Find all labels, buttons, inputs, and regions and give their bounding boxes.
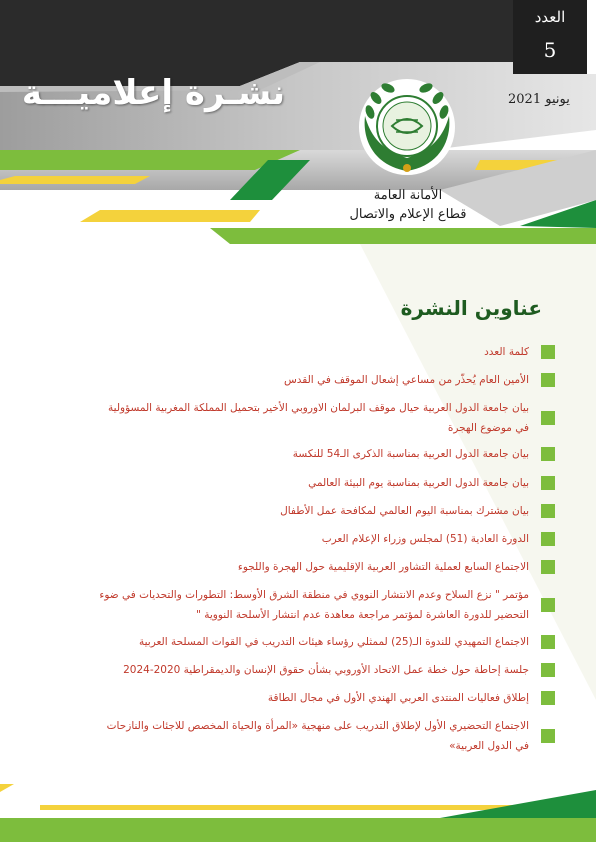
green-stripe-left — [0, 150, 300, 170]
square-bullet-icon — [541, 532, 555, 546]
yellow-stripe-left — [0, 176, 150, 184]
square-bullet-icon — [541, 729, 555, 743]
issue-date: يونيو 2021 — [508, 92, 570, 107]
organization-sector: قطاع الإعلام والاتصال — [349, 207, 467, 222]
square-bullet-icon — [541, 447, 555, 461]
issue-box — [513, 0, 587, 74]
square-bullet-icon — [541, 663, 555, 677]
arab-league-emblem-icon — [356, 76, 458, 178]
issue-number: 5 — [543, 38, 557, 62]
square-bullet-icon — [541, 476, 555, 490]
square-bullet-icon — [541, 691, 555, 705]
bottom-darkgreen-triangle — [440, 790, 596, 818]
square-bullet-icon — [541, 373, 555, 387]
toc-item-title: الاجتماع السابع لعملية التشاور العربية الإقليمية حول الهجرة واللجوء — [237, 561, 529, 573]
bottom-yellow-stripe — [0, 784, 14, 792]
toc-item-title: الاجتماع التمهيدي للندوة الـ(25) لممثلي رؤساء هيئات التدريب في القوات المسلحة العربية — [138, 636, 529, 648]
green-stripe-mid — [210, 228, 596, 244]
toc-item-title: جلسة إحاطة حول خطة عمل الاتحاد الأوروبي بشأن حقوق الإنسان والديمقراطية 2020-2024 — [123, 664, 529, 676]
square-bullet-icon — [541, 598, 555, 612]
toc-item-title: بيان جامعة الدول العربية بمناسبة يوم البيئة العالمي — [308, 477, 529, 489]
yellow-stripe-mid — [80, 210, 260, 222]
toc-item-title: بيان مشترك بمناسبة اليوم العالمي لمكافحة عمل الأطفال — [280, 505, 529, 517]
toc-item-title: مؤتمر " نزع السلاح وعدم الانتشار النووي في منطقة الشرق الأوسط: التطورات والتحديات في ضوء التحضير للدورة العاشرة لمؤتمر مراجعة معاهدة عدم انتشار الأسلحة النووية " — [99, 589, 529, 621]
square-bullet-icon — [541, 504, 555, 518]
toc-heading: عناوين النشرة — [400, 296, 542, 320]
toc-item-title: الدورة العادية (51) لمجلس وزراء الإعلام العرب — [321, 533, 529, 545]
square-bullet-icon — [541, 560, 555, 574]
toc-item-title: الأمين العام يُحذّر من مساعي إشعال الموقف في القدس — [283, 374, 529, 386]
square-bullet-icon — [541, 635, 555, 649]
bottom-green-bar — [0, 818, 596, 842]
toc-item-title: بيان جامعة الدول العربية حيال موقف البرلمان الاوروبي الأخير بتحميل المملكة المغربية المسؤولية في موضوع الهجرة — [108, 402, 529, 434]
issue-label: العدد — [534, 8, 566, 26]
square-bullet-icon — [541, 345, 555, 359]
square-bullet-icon — [541, 411, 555, 425]
masthead-title: نشـرة إعلاميـــة — [21, 73, 286, 113]
organization-name: الأمانة العامة — [373, 188, 443, 203]
toc-item-title: بيان جامعة الدول العربية بمناسبة الذكرى الـ54 للنكسة — [292, 448, 529, 460]
toc-item-title: الاجتماع التحضيري الأول لإطلاق التدريب على منهجية «المرأة والحياة المخصص للاجئات والنازحات في الدول العربية» — [106, 720, 529, 752]
toc-item-title: كلمة العدد — [484, 346, 529, 358]
toc-item-title: إطلاق فعاليات المنتدى العربي الهندي الأول في مجال الطاقة — [267, 692, 529, 704]
